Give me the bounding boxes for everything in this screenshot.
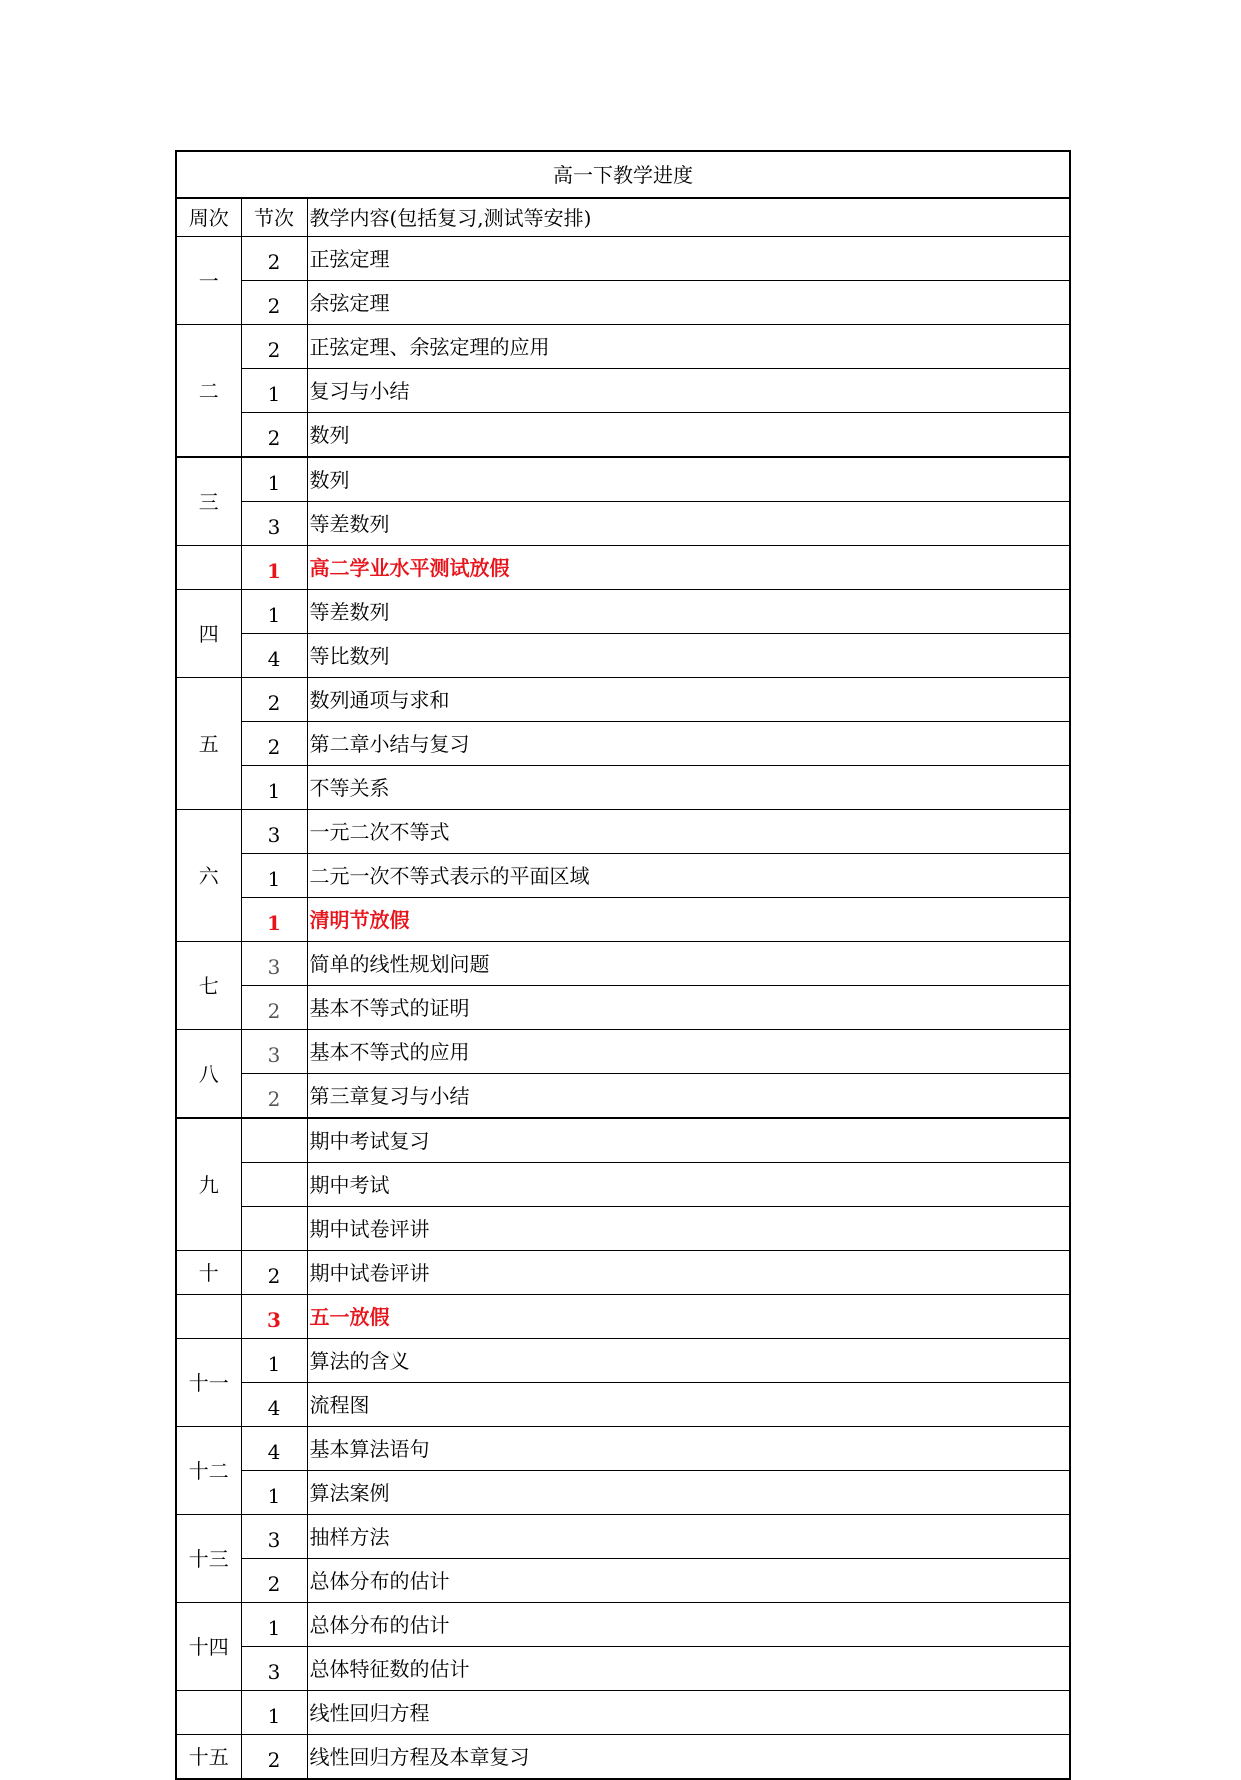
content-cell: 等差数列 xyxy=(307,502,1070,546)
content-cell: 总体分布的估计 xyxy=(307,1559,1070,1603)
content-cell: 余弦定理 xyxy=(307,281,1070,325)
content-cell: 流程图 xyxy=(307,1383,1070,1427)
lessons-cell xyxy=(241,1207,307,1251)
table-row xyxy=(176,1074,1070,1119)
lessons-cell: 1 xyxy=(241,766,307,810)
week-cell: 十五 xyxy=(176,1735,241,1780)
lessons-cell: 3 xyxy=(241,810,307,854)
week-cell: 十三 xyxy=(176,1515,241,1603)
table-row xyxy=(176,1207,1070,1251)
week-cell: 八 xyxy=(176,1030,241,1119)
content-cell: 算法案例 xyxy=(307,1471,1070,1515)
content-cell: 不等关系 xyxy=(307,766,1070,810)
content-cell: 期中考试复习 xyxy=(307,1118,1070,1163)
table-row xyxy=(176,1603,1070,1647)
content-cell: 正弦定理 xyxy=(307,237,1070,281)
lessons-cell: 1 xyxy=(241,854,307,898)
lessons-cell: 3 xyxy=(241,1515,307,1559)
lessons-cell: 4 xyxy=(241,1427,307,1471)
table-row xyxy=(176,413,1070,458)
week-cell: 六 xyxy=(176,810,241,942)
content-cell: 期中考试 xyxy=(307,1163,1070,1207)
table-row xyxy=(176,634,1070,678)
content-cell: 基本算法语句 xyxy=(307,1427,1070,1471)
week-cell: 三 xyxy=(176,457,241,546)
header-row xyxy=(176,198,1070,237)
table-row xyxy=(176,722,1070,766)
table-row xyxy=(176,810,1070,854)
table-row xyxy=(176,1559,1070,1603)
lessons-cell: 2 xyxy=(241,325,307,369)
content-cell: 等比数列 xyxy=(307,634,1070,678)
table-row xyxy=(176,457,1070,502)
table-row xyxy=(176,281,1070,325)
week-cell: 十四 xyxy=(176,1603,241,1691)
content-cell: 基本不等式的应用 xyxy=(307,1030,1070,1074)
lessons-cell: 3 xyxy=(241,1030,307,1074)
content-cell: 线性回归方程及本章复习 xyxy=(307,1735,1070,1780)
week-cell xyxy=(176,1295,241,1339)
content-cell: 简单的线性规划问题 xyxy=(307,942,1070,986)
content-cell: 线性回归方程 xyxy=(307,1691,1070,1735)
content-cell: 一元二次不等式 xyxy=(307,810,1070,854)
lessons-cell xyxy=(241,1118,307,1163)
lessons-cell: 1 xyxy=(241,369,307,413)
lessons-cell: 3 xyxy=(241,942,307,986)
content-cell: 五一放假 xyxy=(307,1295,1070,1339)
lessons-cell: 2 xyxy=(241,237,307,281)
table-row xyxy=(176,1251,1070,1295)
lessons-cell: 1 xyxy=(241,546,307,590)
table-row xyxy=(176,986,1070,1030)
table-row xyxy=(176,590,1070,634)
table-row xyxy=(176,546,1070,590)
content-cell: 清明节放假 xyxy=(307,898,1070,942)
lessons-cell: 1 xyxy=(241,898,307,942)
content-cell: 复习与小结 xyxy=(307,369,1070,413)
table-row xyxy=(176,369,1070,413)
week-cell: 十二 xyxy=(176,1427,241,1515)
table-row xyxy=(176,1427,1070,1471)
content-cell: 第二章小结与复习 xyxy=(307,722,1070,766)
lessons-cell: 2 xyxy=(241,281,307,325)
week-cell: 九 xyxy=(176,1118,241,1251)
table-row xyxy=(176,1515,1070,1559)
table-row xyxy=(176,1030,1070,1074)
content-cell: 第三章复习与小结 xyxy=(307,1074,1070,1119)
week-cell: 十 xyxy=(176,1251,241,1295)
content-cell: 等差数列 xyxy=(307,590,1070,634)
content-cell: 总体分布的估计 xyxy=(307,1603,1070,1647)
header-content: 教学内容(包括复习,测试等安排) xyxy=(307,198,1070,237)
page-title: 高一下教学进度 xyxy=(176,151,1070,198)
content-cell: 数列 xyxy=(307,413,1070,458)
table-row xyxy=(176,325,1070,369)
week-cell: 十一 xyxy=(176,1339,241,1427)
content-cell: 数列 xyxy=(307,457,1070,502)
table-row xyxy=(176,898,1070,942)
content-cell: 二元一次不等式表示的平面区域 xyxy=(307,854,1070,898)
table-row xyxy=(176,766,1070,810)
header-week: 周次 xyxy=(176,198,241,237)
week-cell: 二 xyxy=(176,325,241,458)
table-row xyxy=(176,1735,1070,1780)
content-cell: 期中试卷评讲 xyxy=(307,1207,1070,1251)
lessons-cell: 2 xyxy=(241,1251,307,1295)
lessons-cell xyxy=(241,1163,307,1207)
header-lessons: 节次 xyxy=(241,198,307,237)
lessons-cell: 2 xyxy=(241,678,307,722)
lessons-cell: 1 xyxy=(241,1339,307,1383)
lessons-cell: 4 xyxy=(241,1383,307,1427)
week-cell: 一 xyxy=(176,237,241,325)
content-cell: 抽样方法 xyxy=(307,1515,1070,1559)
lessons-cell: 1 xyxy=(241,1471,307,1515)
week-cell: 七 xyxy=(176,942,241,1030)
lessons-cell: 3 xyxy=(241,502,307,546)
lessons-cell: 1 xyxy=(241,457,307,502)
table-row xyxy=(176,237,1070,281)
table-row xyxy=(176,502,1070,546)
table-row xyxy=(176,678,1070,722)
table-row xyxy=(176,942,1070,986)
table-row xyxy=(176,854,1070,898)
content-cell: 期中试卷评讲 xyxy=(307,1251,1070,1295)
table-row xyxy=(176,1647,1070,1691)
lessons-cell: 2 xyxy=(241,1559,307,1603)
content-cell: 基本不等式的证明 xyxy=(307,986,1070,1030)
lessons-cell: 2 xyxy=(241,413,307,458)
table-row xyxy=(176,1118,1070,1163)
title-row xyxy=(176,151,1070,198)
lessons-cell: 1 xyxy=(241,590,307,634)
lessons-cell: 1 xyxy=(241,1603,307,1647)
lessons-cell: 4 xyxy=(241,634,307,678)
schedule-table xyxy=(175,150,1071,1780)
table-row xyxy=(176,1691,1070,1735)
lessons-cell: 2 xyxy=(241,986,307,1030)
lessons-cell: 3 xyxy=(241,1647,307,1691)
week-cell: 五 xyxy=(176,678,241,810)
content-cell: 总体特征数的估计 xyxy=(307,1647,1070,1691)
table-row xyxy=(176,1163,1070,1207)
lessons-cell: 2 xyxy=(241,1735,307,1780)
lessons-cell: 3 xyxy=(241,1295,307,1339)
table-row xyxy=(176,1295,1070,1339)
content-cell: 算法的含义 xyxy=(307,1339,1070,1383)
content-cell: 正弦定理、余弦定理的应用 xyxy=(307,325,1070,369)
content-cell: 数列通项与求和 xyxy=(307,678,1070,722)
lessons-cell: 1 xyxy=(241,1691,307,1735)
week-cell xyxy=(176,546,241,590)
lessons-cell: 2 xyxy=(241,1074,307,1119)
content-cell: 高二学业水平测试放假 xyxy=(307,546,1070,590)
lessons-cell: 2 xyxy=(241,722,307,766)
week-cell xyxy=(176,1691,241,1735)
table-row xyxy=(176,1471,1070,1515)
table-row xyxy=(176,1383,1070,1427)
table-row xyxy=(176,1339,1070,1383)
week-cell: 四 xyxy=(176,590,241,678)
